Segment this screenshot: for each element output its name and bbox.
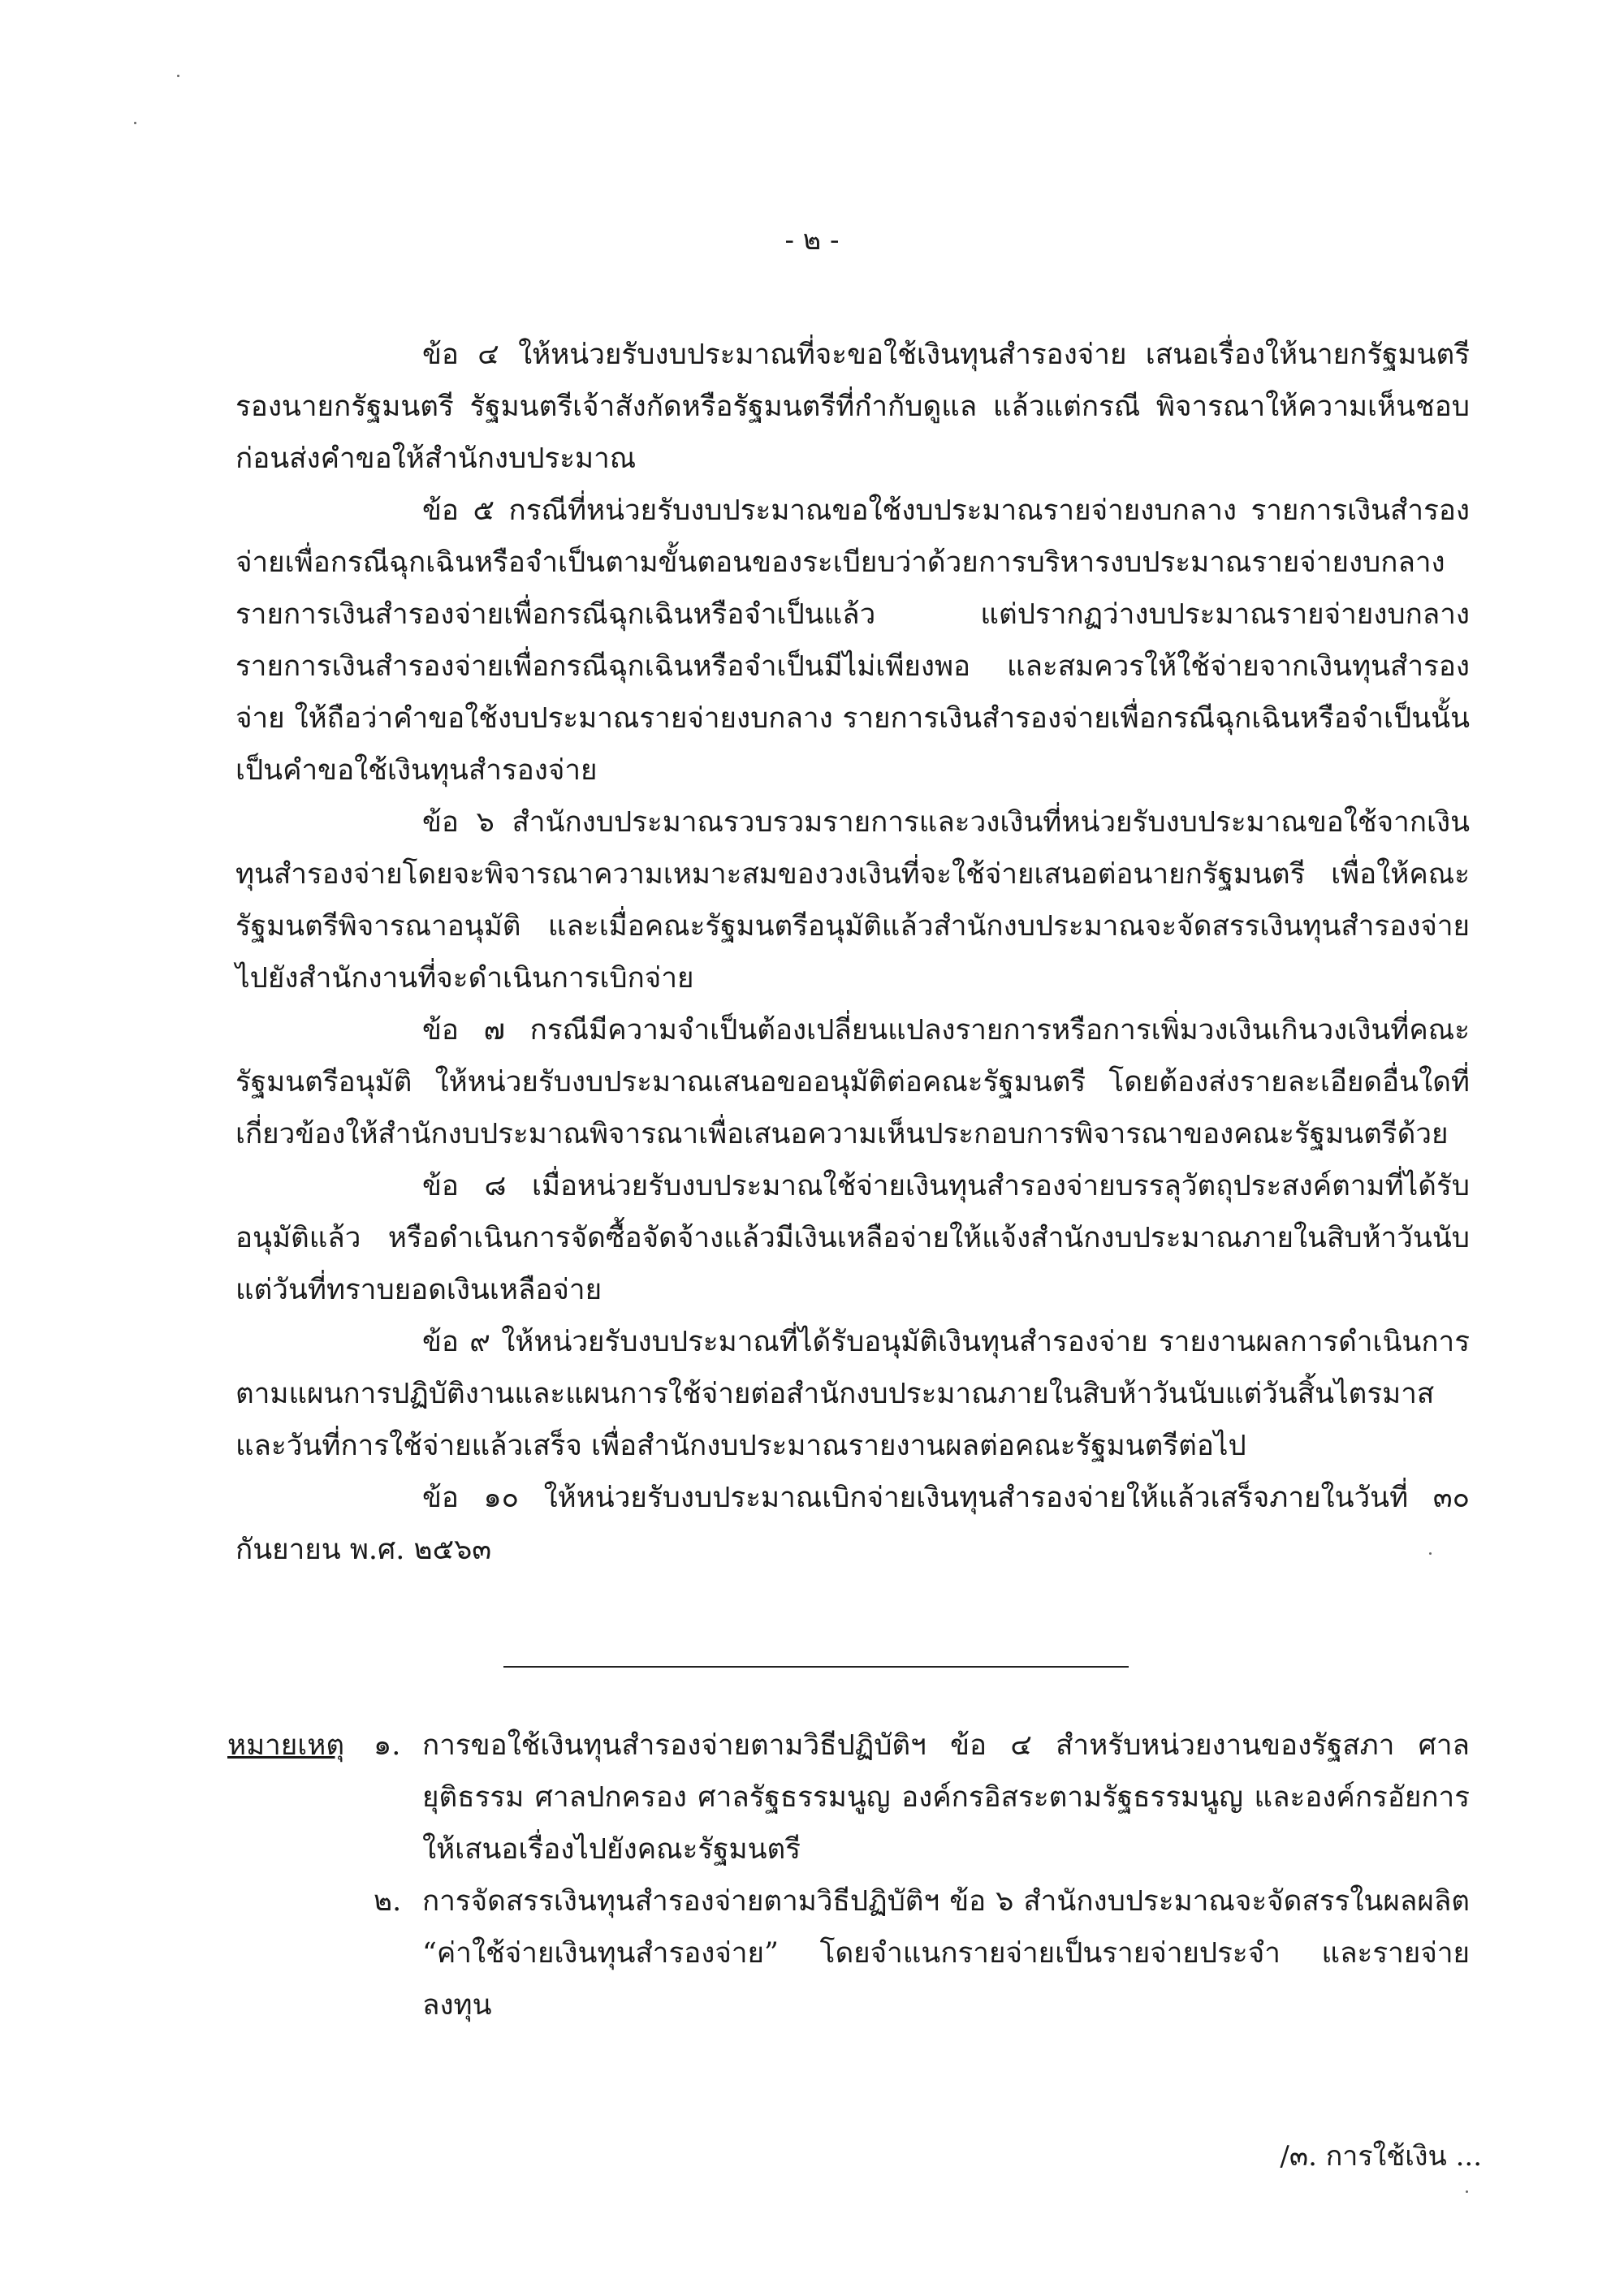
clause-10: ข้อ ๑๐ ให้หน่วยรับงบประมาณเบิกจ่ายเงินทุนสำรองจ่ายให้แล้วเสร็จภายในวันที่ ๓๐ กันยายน พ.ศ. ๒๕๖๓ xyxy=(235,1482,1470,1566)
scan-speck xyxy=(134,122,136,124)
remarks-section xyxy=(227,1720,1470,2031)
page-number: - ๒ - xyxy=(784,224,840,257)
remark-item-1 xyxy=(374,1720,1470,1875)
clause-8: ข้อ ๘ เมื่อหน่วยรับงบประมาณใช้จ่ายเงินทุนสำรองจ่ายบรรลุวัตถุประสงค์ตามที่ได้รับอนุมัติแล้ว หรือดำเนินการจัดซื้อจัดจ้างแล้วมีเงินเหลือจ่ายให้แจ้งสำนักงบประมาณภายในสิบห้าวันนับแต่วันที่ทราบยอดเงินเหลือจ่าย xyxy=(235,1170,1470,1306)
remark-number: ๑. xyxy=(374,1729,401,1762)
document-body xyxy=(235,329,1470,1576)
remark-text: การจัดสรรเงินทุนสำรองจ่ายตามวิธีปฏิบัติฯ ข้อ ๖ สำนักงบประมาณจะจัดสรรในผลผลิต “ค่าใช้จ่ายเงินทุนสำรองจ่าย” โดยจำแนกรายจ่ายเป็นรายจ่ายประจำ และรายจ่ายลงทุน xyxy=(422,1885,1470,2022)
continuation-note: /๓. การใช้เงิน ... xyxy=(1280,2140,1482,2173)
remark-number: ๒. xyxy=(374,1885,402,1918)
scan-speck xyxy=(1466,2190,1468,2193)
clause-6: ข้อ ๖ สำนักงบประมาณรวบรวมรายการและวงเงินที่หน่วยรับงบประมาณขอใช้จากเงินทุนสำรองจ่ายโดยจะพิจารณาความเหมาะสมของวงเงินที่จะใช้จ่ายเสนอต่อนายกรัฐมนตรี เพื่อให้คณะรัฐมนตรีพิจารณาอนุมัติ และเมื่อคณะรัฐมนตรีอนุมัติแล้วสำนักงบประมาณจะจัดสรรเงินทุนสำรองจ่ายไปยังสำนักงานที่จะดำเนินการเบิกจ่าย xyxy=(235,806,1470,995)
clause-7: ข้อ ๗ กรณีมีความจำเป็นต้องเปลี่ยนแปลงรายการหรือการเพิ่มวงเงินเกินวงเงินที่คณะรัฐมนตรีอนุมัติ ให้หน่วยรับงบประมาณเสนอขออนุมัติต่อคณะรัฐมนตรี โดยต้องส่งรายละเอียดอื่นใดที่เกี่ยวข้องให้สำนักงบประมาณพิจารณาเพื่อเสนอความเห็นประกอบการพิจารณาของคณะรัฐมนตรีด้วย xyxy=(235,1014,1470,1150)
clause-9: ข้อ ๙ ให้หน่วยรับงบประมาณที่ได้รับอนุมัติเงินทุนสำรองจ่าย รายงานผลการดำเนินการตามแผนการปฏิบัติงานและแผนการใช้จ่ายต่อสำนักงบประมาณภายในสิบห้าวันนับแต่วันสิ้นไตรมาสและวันที่การใช้จ่ายแล้วเสร็จ เพื่อสำนักงบประมาณรายงานผลต่อคณะรัฐมนตรีต่อไป xyxy=(235,1326,1470,1462)
remark-text: การขอใช้เงินทุนสำรองจ่ายตามวิธีปฏิบัติฯ ข้อ ๔ สำหรับหน่วยงานของรัฐสภา ศาลยุติธรรม ศาลปกครอง ศาลรัฐธรรมนูญ องค์กรอิสระตามรัฐธรรมนูญ และองค์กรอัยการ ให้เสนอเรื่องไปยังคณะรัฐมนตรี xyxy=(422,1729,1470,1866)
clause-4: ข้อ ๔ ให้หน่วยรับงบประมาณที่จะขอใช้เงินทุนสำรองจ่าย เสนอเรื่องให้นายกรัฐมนตรี รองนายกรัฐมนตรี รัฐมนตรีเจ้าสังกัดหรือรัฐมนตรีที่กำกับดูแล แล้วแต่กรณี พิจารณาให้ความเห็นชอบก่อนส่งคำขอให้สำนักงบประมาณ xyxy=(235,339,1470,475)
section-divider xyxy=(503,1666,1129,1668)
clause-5: ข้อ ๕ กรณีที่หน่วยรับงบประมาณขอใช้งบประมาณรายจ่ายงบกลาง รายการเงินสำรองจ่ายเพื่อกรณีฉุกเฉินหรือจำเป็นตามขั้นตอนของระเบียบว่าด้วยการบริหารงบประมาณรายจ่ายงบกลาง รายการเงินสำรองจ่ายเพื่อกรณีฉุกเฉินหรือจำเป็นแล้ว แต่ปรากฏว่างบประมาณรายจ่ายงบกลาง รายการเงินสำรองจ่ายเพื่อกรณีฉุกเฉินหรือจำเป็นมีไม่เพียงพอ และสมควรให้ใช้จ่ายจากเงินทุนสำรองจ่าย ให้ถือว่าคำขอใช้งบประมาณรายจ่ายงบกลาง รายการเงินสำรองจ่ายเพื่อกรณีฉุกเฉินหรือจำเป็นนั้น เป็นคำขอใช้เงินทุนสำรองจ่าย xyxy=(235,494,1470,787)
remark-item-2 xyxy=(374,1875,1470,2031)
scan-speck xyxy=(177,75,179,77)
remarks-label: หมายเหตุ xyxy=(227,1729,345,1762)
